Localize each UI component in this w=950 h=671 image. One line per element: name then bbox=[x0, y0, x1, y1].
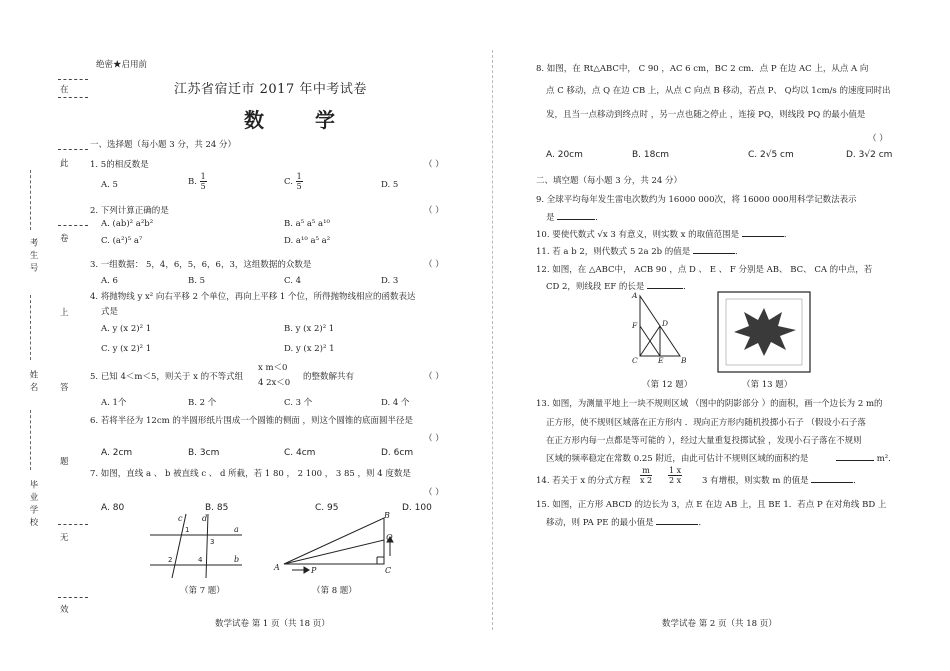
q5-system-line1: x m＜0 bbox=[258, 363, 288, 373]
seal-line bbox=[58, 225, 88, 226]
q1-option-d: D. 5 bbox=[381, 180, 399, 190]
segment-aq bbox=[284, 540, 384, 564]
q15-line1: 15. 如图，正方形 ABCD 的边长为 3，点 E 在边 AB 上，且 BE 1．若点 P 在对角线 BD 上 bbox=[536, 500, 887, 510]
answer-paren: （ ） bbox=[424, 434, 444, 444]
subject-title: 数 学 bbox=[244, 108, 357, 132]
q5-stem-tail: 的整数解共有 bbox=[303, 372, 355, 382]
page-divider bbox=[492, 50, 493, 630]
label-d: d bbox=[202, 514, 208, 523]
label-B: B bbox=[681, 356, 687, 365]
angle-3: 3 bbox=[210, 538, 215, 546]
label-Q: Q bbox=[386, 533, 393, 542]
q12-line2: CD 2，则线段 EF 的长是 ． bbox=[546, 282, 692, 292]
q2-option-b: B. a⁵ a⁵ a¹⁰ bbox=[284, 219, 330, 229]
label-F: F bbox=[632, 321, 638, 330]
figure-7-caption: （第 7 题） bbox=[180, 586, 225, 596]
field-line bbox=[30, 170, 31, 230]
q13-answer: m²． bbox=[836, 452, 897, 464]
field-line bbox=[30, 410, 31, 470]
q4-stem: 4. 将抛物线 y x² 向右平移 2 个单位，再向上平移 1 个位，所得抛物线相应的函数表达 bbox=[90, 292, 416, 302]
seal-char: 在 bbox=[60, 85, 69, 95]
q7-option-c: C. 95 bbox=[315, 503, 339, 513]
angle-2: 2 bbox=[168, 556, 173, 564]
q13-line1: 13. 如图，为测量平地上一块不规则区域 （图中的阴影部分 ）的面积，画一个边长为 2 m的 bbox=[536, 399, 883, 409]
exam-title: 江苏省宿迁市 2017 年中考试卷 bbox=[174, 82, 367, 97]
q7-option-d: D. 100 bbox=[402, 503, 432, 513]
seal-char: 答 bbox=[60, 383, 69, 393]
q13-answer-blank[interactable] bbox=[836, 460, 874, 461]
q8-option-b: B. 18cm bbox=[632, 150, 670, 160]
q15-line2: 移动，则 PA PE 的最小值是 ． bbox=[546, 518, 707, 528]
seal-char: 效 bbox=[60, 605, 69, 615]
seal-line bbox=[58, 149, 88, 150]
label-B: B bbox=[384, 512, 390, 520]
q8-line3: 发，且当一点移动到终点时 ，另一点也随之停止 ，连接 PQ，则线段 PQ 的最小值是 bbox=[546, 110, 866, 120]
q8-option-d: D. 3√2 cm bbox=[846, 150, 893, 160]
q5-option-b: B. 2 个 bbox=[188, 398, 217, 408]
label-E: E bbox=[658, 356, 664, 365]
answer-paren: （ ） bbox=[424, 206, 444, 216]
q5-option-c: C. 3 个 bbox=[284, 398, 313, 408]
figure-13-caption: （第 13 题） bbox=[742, 380, 793, 390]
q13-line4: 区域的频率稳定在常数 0.25 附近，由此可估计不规则区域的面积约是 bbox=[546, 454, 809, 464]
q5-option-d: D. 4 个 bbox=[381, 398, 410, 408]
q4-option-a: A. y (x 2)² 1 bbox=[101, 324, 152, 334]
exam-no-label: 考生号 bbox=[28, 238, 38, 276]
q1-option-b: B. $\frac{1}{5}$ bbox=[188, 172, 206, 191]
seal-line bbox=[58, 524, 88, 525]
answer-paren: （ ） bbox=[424, 160, 444, 170]
q6-option-d: D. 6cm bbox=[381, 448, 414, 458]
q4-option-b: B. y (x 2)² 1 bbox=[284, 324, 335, 334]
seal-char: 无 bbox=[60, 533, 69, 543]
q10-answer-blank[interactable] bbox=[742, 236, 784, 237]
left-page-footer: 数学试卷 第 1 页（共 18 页） bbox=[215, 619, 330, 629]
q3-option-d: D. 3 bbox=[381, 276, 399, 286]
q14-answer-blank[interactable] bbox=[811, 482, 853, 483]
angle-1: 1 bbox=[185, 526, 190, 534]
line-d bbox=[206, 514, 208, 578]
q4-option-d: D. y (x 2)² 1 bbox=[284, 344, 335, 354]
label-c: c bbox=[178, 514, 183, 523]
q5-option-a: A. 1个 bbox=[101, 398, 127, 408]
q13-line2: 正方形，使不规则区域落在正方形内 ．现向正方形内随机投掷小石子 （假设小石子落 bbox=[546, 418, 866, 428]
label-a: a bbox=[234, 525, 239, 534]
q7-option-b: B. 85 bbox=[205, 503, 229, 513]
line-c bbox=[172, 514, 186, 578]
label-C: C bbox=[385, 566, 392, 574]
q8-option-c: C. 2√5 cm bbox=[748, 150, 794, 160]
q10: 10. 要使代数式 √x 3 有意义，则实数 x 的取值范围是 ． bbox=[536, 230, 793, 240]
q4-option-c: C. y (x 2)² 1 bbox=[101, 344, 152, 354]
q9-answer-blank[interactable] bbox=[557, 219, 595, 220]
answer-paren: （ ） bbox=[424, 260, 444, 270]
right-page-footer: 数学试卷 第 2 页（共 18 页） bbox=[662, 619, 777, 629]
q2-option-c: C. (a²)⁵ a⁷ bbox=[101, 236, 143, 246]
figure-13 bbox=[716, 290, 812, 374]
q3-stem: 3. 一组数据： 5，4，6，5，6，6，3，这组数据的众数是 bbox=[90, 260, 312, 270]
q12-line1: 12. 如图，在 △ABC中， ACB 90 ，点 D 、 E 、 F 分别是 AB、 BC、 CA 的中点，若 bbox=[536, 265, 873, 275]
q3-option-b: B. 5 bbox=[188, 276, 206, 286]
q2-stem: 2. 下列计算正确的是 bbox=[90, 206, 169, 216]
seal-line bbox=[58, 597, 88, 598]
q11: 11. 若 a b 2，则代数式 5 2a 2b 的值是 ． bbox=[536, 247, 744, 257]
figure-12 bbox=[628, 290, 688, 366]
figure-12-caption: （第 12 题） bbox=[642, 380, 693, 390]
q7-stem: 7. 如图，直线 a 、 b 被直线 c 、 d 所截，若 1 80 ， 2 100 ， 3 85 ，则 4 度数是 bbox=[90, 469, 411, 479]
q1-option-a: A. 5 bbox=[101, 180, 118, 190]
q4-stem-cont: 式是 bbox=[101, 307, 119, 317]
q1-option-c: C. $\frac{1}{5}$ bbox=[284, 172, 302, 191]
q6-option-a: A. 2cm bbox=[101, 448, 133, 458]
q5-stem: 5. 已知 4＜m＜5，则关于 x 的不等式组 bbox=[90, 372, 244, 382]
q7-option-a: A. 80 bbox=[101, 503, 125, 513]
seal-line bbox=[58, 79, 88, 80]
q11-answer-blank[interactable] bbox=[693, 253, 735, 254]
q8-option-a: A. 20cm bbox=[546, 150, 583, 160]
figure-7 bbox=[148, 512, 244, 580]
q3-option-a: A. 6 bbox=[101, 276, 118, 286]
q13-line3: 在正方形内每一点都是等可能的 ），经过大量重复投掷试验 ，发现小石子落在不规则 bbox=[546, 436, 862, 446]
seal-char: 卷 bbox=[60, 234, 69, 244]
seal-char: 题 bbox=[60, 457, 69, 467]
label-A: A bbox=[632, 291, 638, 300]
answer-paren: （ ） bbox=[424, 488, 444, 498]
q8-line1: 8. 如图，在 Rt△ABC中， C 90 ，AC 6 cm，BC 2 cm．点 P 在边 AC 上，从点 A 向 bbox=[536, 64, 869, 74]
angle-4: 4 bbox=[198, 556, 203, 564]
name-label: 姓名 bbox=[28, 370, 38, 395]
triangle-abc bbox=[284, 518, 384, 564]
q8-line2: 点 C 移动，点 Q 在边 CB 上，从点 C 向点 B 移动，若点 P、 Q均以 1cm/s 的速度同时出 bbox=[546, 86, 891, 96]
q1-stem: 1. 5的相反数是 bbox=[90, 160, 149, 170]
answer-paren: （ ） bbox=[424, 372, 444, 382]
figure-8 bbox=[272, 512, 404, 574]
q14-pre: 14. 若关于 x 的分式方程 bbox=[536, 476, 631, 486]
q9-line2: 是 ． bbox=[546, 213, 604, 223]
q12-answer-blank[interactable] bbox=[647, 288, 683, 289]
section-1-heading: 一、选择题（每小题 3 分，共 24 分） bbox=[90, 140, 237, 150]
q6-option-b: B. 3cm bbox=[188, 448, 220, 458]
seal-line bbox=[58, 97, 88, 98]
label-D: D bbox=[662, 319, 669, 328]
q14-fraction-2: $\frac{1 x}{2 x}$ bbox=[669, 466, 682, 485]
school-label: 毕业学校 bbox=[28, 480, 38, 530]
q9-line1: 9. 全球平均每年发生雷电次数约为 16000 000次，将 16000 000用科学记数法表示 bbox=[536, 195, 857, 205]
field-line bbox=[30, 295, 31, 360]
seal-char: 此 bbox=[60, 159, 69, 169]
seal-char: 上 bbox=[60, 308, 69, 318]
q15-answer-blank[interactable] bbox=[656, 524, 698, 525]
q3-option-c: C. 4 bbox=[284, 276, 302, 286]
secret-mark: 绝密★启用前 bbox=[96, 60, 148, 70]
q5-system-line2: 4 2x＜0 bbox=[258, 378, 291, 388]
q14-tail: 3 有增根，则实数 m 的值是 ． bbox=[702, 476, 862, 486]
q2-option-a: A. (ab)² a²b² bbox=[101, 219, 154, 229]
label-A: A bbox=[274, 563, 280, 572]
figure-8-caption: （第 8 题） bbox=[312, 586, 357, 596]
label-P: P bbox=[311, 566, 317, 574]
label-b: b bbox=[234, 555, 240, 564]
answer-paren: （ ） bbox=[868, 134, 888, 144]
label-C: C bbox=[632, 356, 638, 365]
q2-option-d: D. a¹⁰ a⁵ a² bbox=[284, 236, 331, 246]
q14-fraction-1: $\frac{m}{x 2}$ bbox=[640, 466, 653, 485]
q6-option-c: C. 4cm bbox=[284, 448, 316, 458]
q6-stem: 6. 若将半径为 12cm 的半圆形纸片围成一个圆锥的侧面 ，则这个圆锥的底面圆半径是 bbox=[90, 416, 414, 426]
section-2-heading: 二、填空题（每小题 3 分，共 24 分） bbox=[536, 176, 683, 186]
